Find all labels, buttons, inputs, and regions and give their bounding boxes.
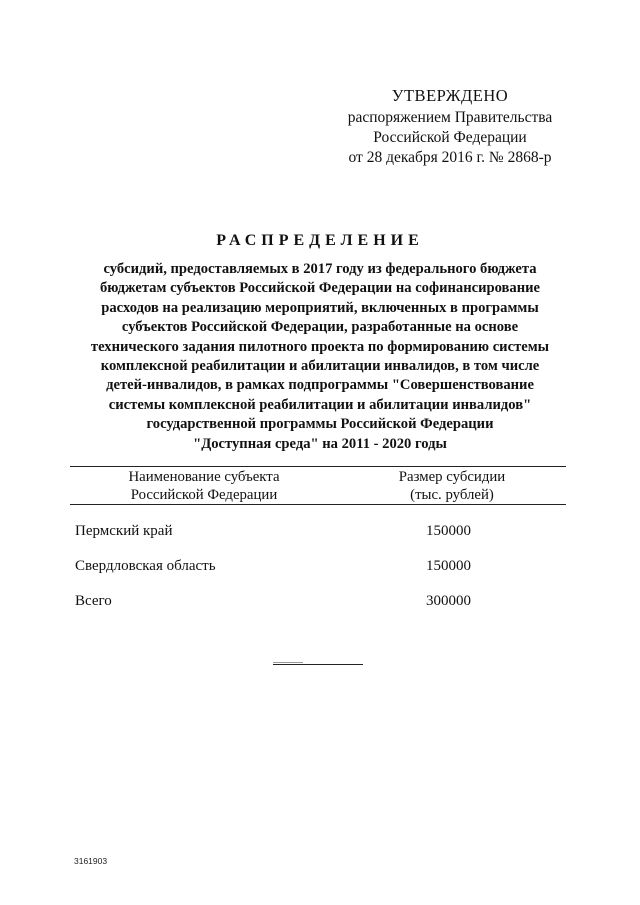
- row-amount: 150000: [426, 523, 471, 539]
- subtitle-line: системы комплексной реабилитации и абилитации инвалидов": [108, 396, 532, 413]
- subtitle-line: детей-инвалидов, в рамках подпрограммы "Совершенствование: [106, 377, 534, 394]
- end-of-document-line: [273, 664, 363, 665]
- approval-line-1: распоряжением Правительства: [347, 109, 553, 126]
- document-title: РАСПРЕДЕЛЕНИЕ: [216, 232, 424, 249]
- table-row: [70, 523, 566, 541]
- subtitle-line: государственной программы Российской Федерации: [146, 416, 494, 433]
- subtitle-line: субсидий, предоставляемых в 2017 году из федерального бюджета: [103, 261, 537, 277]
- table-row: [70, 558, 566, 576]
- subtitle-line: субъектов Российской Федерации, разработанные на основе: [121, 319, 519, 336]
- row-amount: 150000: [426, 558, 471, 574]
- column-header-amount-line-1: Размер субсидии: [398, 469, 506, 485]
- row-region-name: Пермский край: [75, 523, 173, 539]
- approval-line-2: Российской Федерации: [373, 129, 527, 146]
- row-total-amount: 300000: [426, 593, 471, 609]
- document-number: 3161903: [74, 856, 108, 866]
- column-header-amount: [338, 467, 566, 504]
- approval-block: [330, 86, 570, 168]
- subtitle-line: комплексной реабилитации и абилитации инвалидов, в том числе: [100, 358, 540, 375]
- approval-line-3: от 28 декабря 2016 г. № 2868-р: [348, 149, 552, 166]
- table-header: [70, 467, 566, 505]
- subtitle-line: "Доступная среда" на 2011 - 2020 годы: [193, 435, 447, 452]
- column-header-region-line-2: Российской Федерации: [130, 486, 278, 503]
- column-header-region: [70, 467, 338, 504]
- end-line-dash: [273, 662, 303, 663]
- column-header-region-line-1: Наименование субъекта: [128, 469, 280, 485]
- subtitle-line: технического задания пилотного проекта по формированию системы: [90, 338, 550, 355]
- document-subtitle: [60, 260, 580, 454]
- row-region-name: Свердловская область: [75, 558, 216, 574]
- row-total-label: Всего: [75, 593, 112, 609]
- subtitle-line: бюджетам субъектов Российской Федерации на софинансирование: [99, 280, 541, 297]
- subtitle-line: расходов на реализацию мероприятий, включенных в программы: [101, 299, 539, 316]
- column-header-amount-line-2: (тыс. рублей): [410, 486, 494, 503]
- approval-heading: УТВЕРЖДЕНО: [391, 86, 509, 105]
- subsidy-table: [70, 466, 566, 609]
- table-row-total: [70, 593, 566, 611]
